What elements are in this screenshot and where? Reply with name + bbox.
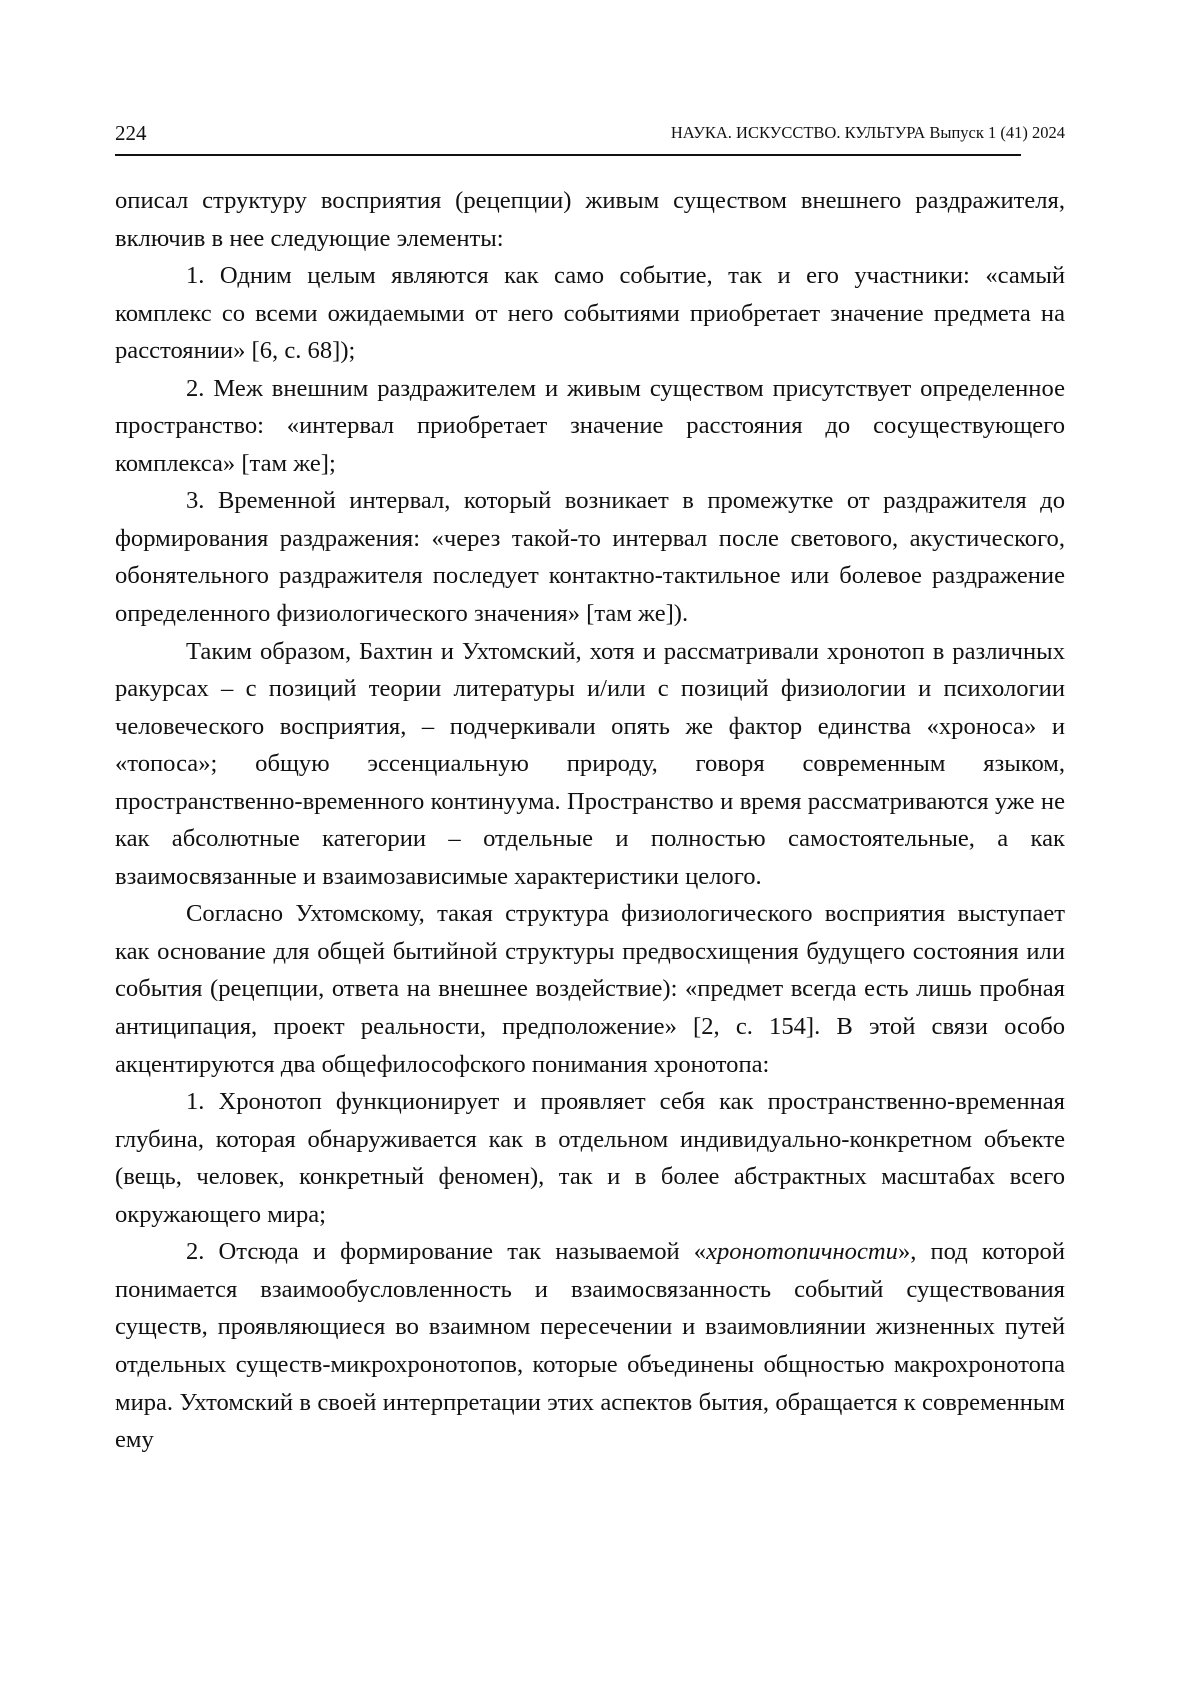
list-item-3: 3. Временной интервал, который возникает в промежутке от раздражителя до формирования раздражения: «через такой-то интервал после светового, акустического, обонятельного раздражителя последует контактно-тактильное или болевое раздражение определенного физиологического значения» [там же]). xyxy=(115,487,1065,628)
chronotope-item-2-start: 2. Отсюда и формирование так называемой « xyxy=(186,1238,707,1266)
header-rule xyxy=(115,154,1021,156)
page-number: 224 xyxy=(115,121,147,145)
running-head: НАУКА. ИСКУССТВО. КУЛЬТУРА Выпуск 1 (41) 2024 xyxy=(670,123,1065,142)
page-header xyxy=(115,120,1065,146)
paragraph-continuation: описал структуру восприятия (рецепции) живым существом внешнего раздражителя, включив в нее следующие элементы: xyxy=(115,187,1065,252)
list-item-1: 1. Одним целым являются как само событие, так и его участники: «самый комплекс со всеми ожидаемыми от него событиями приобретает значение предмета на расстоянии» [6, с. 68]); xyxy=(115,262,1065,365)
paragraph-ukhtomsky: Согласно Ухтомскому, такая структура физиологического восприятия выступает как основание для общей бытийной структуры предвосхищения будущего состояния или события (рецепции, ответа на внешнее воздействие): «предмет всегда есть лишь пробная антиципация, проект реальности, предположение» [2, с. 154]. В этой связи особо акцентируются два общефилософского понимания хронотопа: xyxy=(115,900,1065,1078)
chronotope-item-2-end: », под которой понимается взаимообусловленность и взаимосвязанность событий существования существ, проявляющиеся во взаимном пересечении и взаимовлиянии жизненных путей отдельных существ-микрохронотопов, которые объединены общностью макрохронотопа мира. Ухтомский в своей интерпретации этих аспектов бытия, обращается к современным ему xyxy=(115,1238,1065,1454)
chronotope-item-1: 1. Хронотоп функционирует и проявляет себя как пространственно-временная глубина, которая обнаруживается как в отдельном индивидуально-конкретном объекте (вещь, человек, конкретный феномен), так и в более абстрактных масштабах всего окружающего мира; xyxy=(115,1088,1065,1228)
chronotope-item-2 xyxy=(115,1233,1065,1458)
italic-term: хронотопичности xyxy=(706,1238,898,1266)
body-text xyxy=(115,182,1065,1459)
list-item-2: 2. Меж внешним раздражителем и живым существом присутствует определенное пространство: «интервал приобретает значение расстояния до сосуществующего комплекса» [там же]; xyxy=(115,374,1065,477)
paragraph-conclusion: Таким образом, Бахтин и Ухтомский, хотя и рассматривали хронотоп в различных ракурсах – с позиций теории литературы и/или с позиций физиологии и психологии человеческого восприятия, – подчеркивали опять же фактор единства «хроноса» и «топоса»; общую эссенциальную природу, говоря современным языком, пространственно-временного континуума. Пространство и время рассматриваются уже не как абсолютные категории – отдельные и полностью самостоятельные, а как взаимосвязанные и взаимозависимые характеристики целого. xyxy=(115,637,1065,890)
